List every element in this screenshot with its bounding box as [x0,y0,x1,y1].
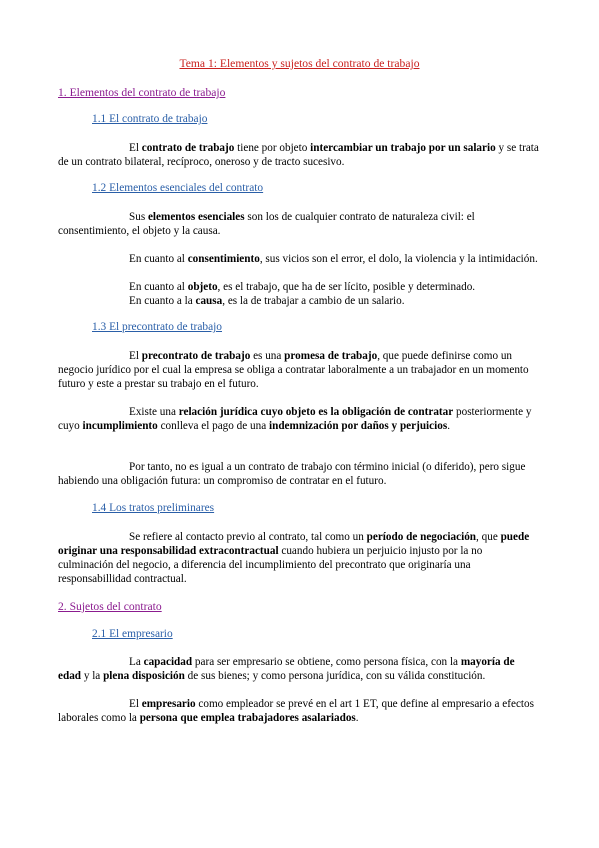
paragraph-por-tanto: Por tanto, no es igual a un contrato de trabajo con término inicial (o diferido), pero sigue habiendo una obligación futura: un compromiso de contratar en el futuro. [58,461,526,487]
paragraph-capacidad: La capacidad para ser empresario se obtiene, como persona física, con la mayoría de edad y la plena disposición de sus bienes; y como persona jurídica, con su válida constitución. [58,656,515,682]
section-heading-elementos: 1. Elementos del contrato de trabajo [58,86,226,99]
line-causa: En cuanto a la causa, es la de trabajar a cambio de un salario. [129,295,405,307]
subsection-heading-precontrato: 1.3 El precontrato de trabajo [92,321,222,333]
paragraph-relacion-juridica: Existe una relación jurídica cuyo objeto es la obligación de contratar posteriormente y cuyo incumplimiento conlleva el pago de una indemnización por daños y perjuicios. [58,406,532,432]
paragraph-tratos-preliminares: Se refiere al contacto previo al contrato, tal como un período de negociación, que puede originar una responsabilidad extracontractual cuando hubiera un perjuicio injusto por la no culminación del negocio, a diferencia del incumplimiento del precontrato que originaría una responsabillidad contractual. [58,531,530,585]
paragraph-elementos-esenciales: Sus elementos esenciales son los de cualquier contrato de naturaleza civil: el consentimiento, el objeto y la causa. [58,211,475,237]
document-title: Tema 1: Elementos y sujetos del contrato de trabajo [179,57,420,70]
line-objeto: En cuanto al objeto, es el trabajo, que ha de ser lícito, posible y determinado. [129,281,476,293]
paragraph-empresario-empleador: El empresario como empleador se prevé en el art 1 ET, que define al empresario a efectos laborales como la persona que emplea trabajadores asalariados. [58,698,534,724]
paragraph-precontrato: El precontrato de trabajo es una promesa de trabajo, que puede definirse como un negocio jurídico por el cual la empresa se obliga a contratar laboralmente a un trabajador en un momento futuro y este a prestar su trabajo en el futuro. [58,350,529,390]
section-heading-sujetos: 2. Sujetos del contrato [58,600,162,613]
paragraph-consentimiento: En cuanto al consentimiento, sus vicios son el error, el dolo, la violencia y la intimidación. [129,253,538,265]
subsection-heading-tratos-preliminares: 1.4 Los tratos preliminares [92,502,215,514]
paragraph-contrato: El contrato de trabajo tiene por objeto intercambiar un trabajo por un salario y se trata de un contrato bilateral, recíproco, oneroso y de tracto sucesivo. [58,142,539,168]
subsection-heading-elementos-esenciales: 1.2 Elementos esenciales del contrato [92,182,264,194]
subsection-heading-empresario: 2.1 El empresario [92,628,173,640]
subsection-heading-contrato: 1.1 El contrato de trabajo [92,113,208,125]
